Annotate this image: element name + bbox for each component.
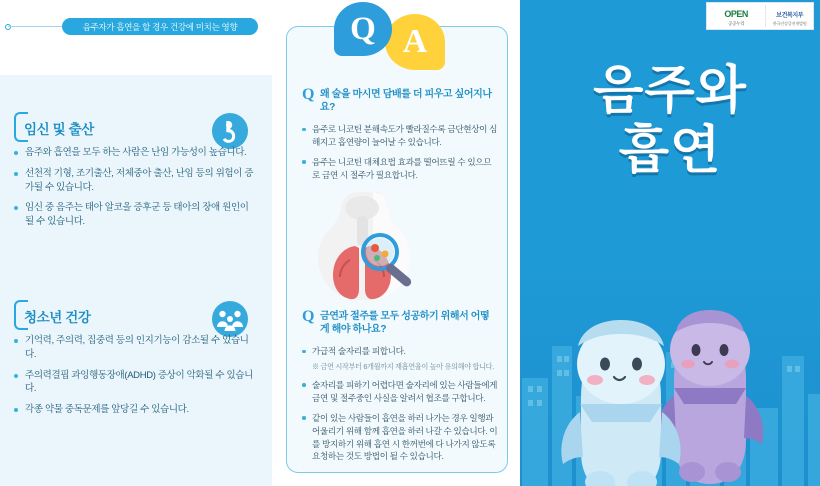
section-pregnancy <box>14 112 258 236</box>
left-header-banner <box>62 18 258 35</box>
q-marker-icon: Q <box>302 308 315 325</box>
qa-question-1 <box>302 88 498 114</box>
right-panel <box>520 0 820 486</box>
qa-question-2-text: 금연과 절주를 모두 성공하기 위해서 어떻게 해야 하나요? <box>320 311 490 335</box>
list-item: 같이 있는 사람들이 흡연을 하러 나가는 경우 일행과 어울리기 위해 함께 흡연을 하러 나갈 수 있습니다. 이를 방지하기 위해 흡연 시 한꺼번에 다 나가지 않도록 요청하는 것도 방법이 될 수 있습니다. <box>302 412 498 464</box>
qa-block-2 <box>302 310 498 470</box>
list-item: 음주로 니코틴 분해속도가 빨라질수록 금단현상이 심해지고 흡연량이 늘어날 수 있습니다. <box>302 123 498 149</box>
list-item: 가급적 술자리를 피합니다. <box>302 345 498 358</box>
list-item: 주의력결핍 과잉행동장애(ADHD) 증상이 악화될 수 있습니다. <box>14 369 258 397</box>
agency-logo <box>706 2 814 30</box>
answer-bubble-letter: A <box>402 23 428 60</box>
section-title-youth: 청소년 건강 <box>24 310 91 325</box>
question-bubble <box>334 2 392 56</box>
youth-icon <box>208 300 252 338</box>
list-item: 기억력, 주의력, 집중력 등의 인지기능이 감소될 수 있습니다. <box>14 334 258 362</box>
page-title-line2: 흡연 <box>618 121 722 180</box>
list-item: 음주는 니코틴 대체요법 효과를 떨어뜨릴 수 있으므로 금연 시 절주가 필요합니다. <box>302 156 498 182</box>
qa-answer-list-2a <box>302 345 498 358</box>
open-license-logo <box>707 5 766 27</box>
ministry-name: 보건복지부 <box>776 13 804 20</box>
qa-note: ※ 금연 시작부터 6개월까지 재흡연율이 높아 유의해야 합니다. <box>312 361 494 371</box>
ministry-logo <box>766 5 813 26</box>
left-header-area <box>0 0 272 75</box>
mascot-characters <box>542 276 804 486</box>
qa-question-1-text: 왜 술을 마시면 담배를 더 피우고 싶어지나요? <box>320 89 492 113</box>
blue-mascot <box>561 320 680 486</box>
pregnancy-icon <box>208 112 252 150</box>
pregnancy-bullet-list <box>14 146 258 229</box>
page-title-line1: 음주와 <box>593 62 747 120</box>
left-header-label: 음주자가 흡연을 할 경우 건강에 미치는 영향 <box>82 21 238 32</box>
list-item: 각종 약물 중독문제를 앞당길 수 있습니다. <box>14 403 258 417</box>
left-panel <box>0 0 272 486</box>
q-marker-icon: Q <box>302 86 315 103</box>
section-youth <box>14 300 258 424</box>
answer-bubble <box>385 14 445 70</box>
qa-block-1 <box>302 88 498 189</box>
header-rule <box>8 26 64 27</box>
list-item: 선천적 기형, 조기출산, 저체중아 출산, 난임 등의 위험이 증가될 수 있습니다. <box>14 167 258 195</box>
question-bubble-letter: Q <box>350 10 376 47</box>
institute-name: 한국건강증진개발원 <box>772 21 807 27</box>
qa-question-2 <box>302 310 498 336</box>
youth-bullet-list <box>14 334 258 417</box>
qa-answer-list-1 <box>302 123 498 182</box>
open-logo-sub: 공공누리 <box>728 21 745 27</box>
list-item: 임신 중 음주는 태아 알코올 증후군 등 태아의 장애 원인이 될 수 있습니다. <box>14 201 258 229</box>
list-item: 술자리를 피하기 어렵다면 술자리에 있는 사람들에게 금연 및 절주중인 사실을 알려서 협조를 구합니다. <box>302 379 498 405</box>
lungs-illustration <box>300 190 450 315</box>
section-title-pregnancy: 임신 및 출산 <box>24 122 94 137</box>
list-item: 음주와 흡연을 모두 하는 사람은 난임 가능성이 높습니다. <box>14 146 258 160</box>
open-logo-text: OPEN <box>724 9 748 20</box>
section-header <box>14 112 258 146</box>
section-header <box>14 300 258 334</box>
page-title <box>520 62 820 182</box>
qa-answer-list-2b <box>302 379 498 463</box>
